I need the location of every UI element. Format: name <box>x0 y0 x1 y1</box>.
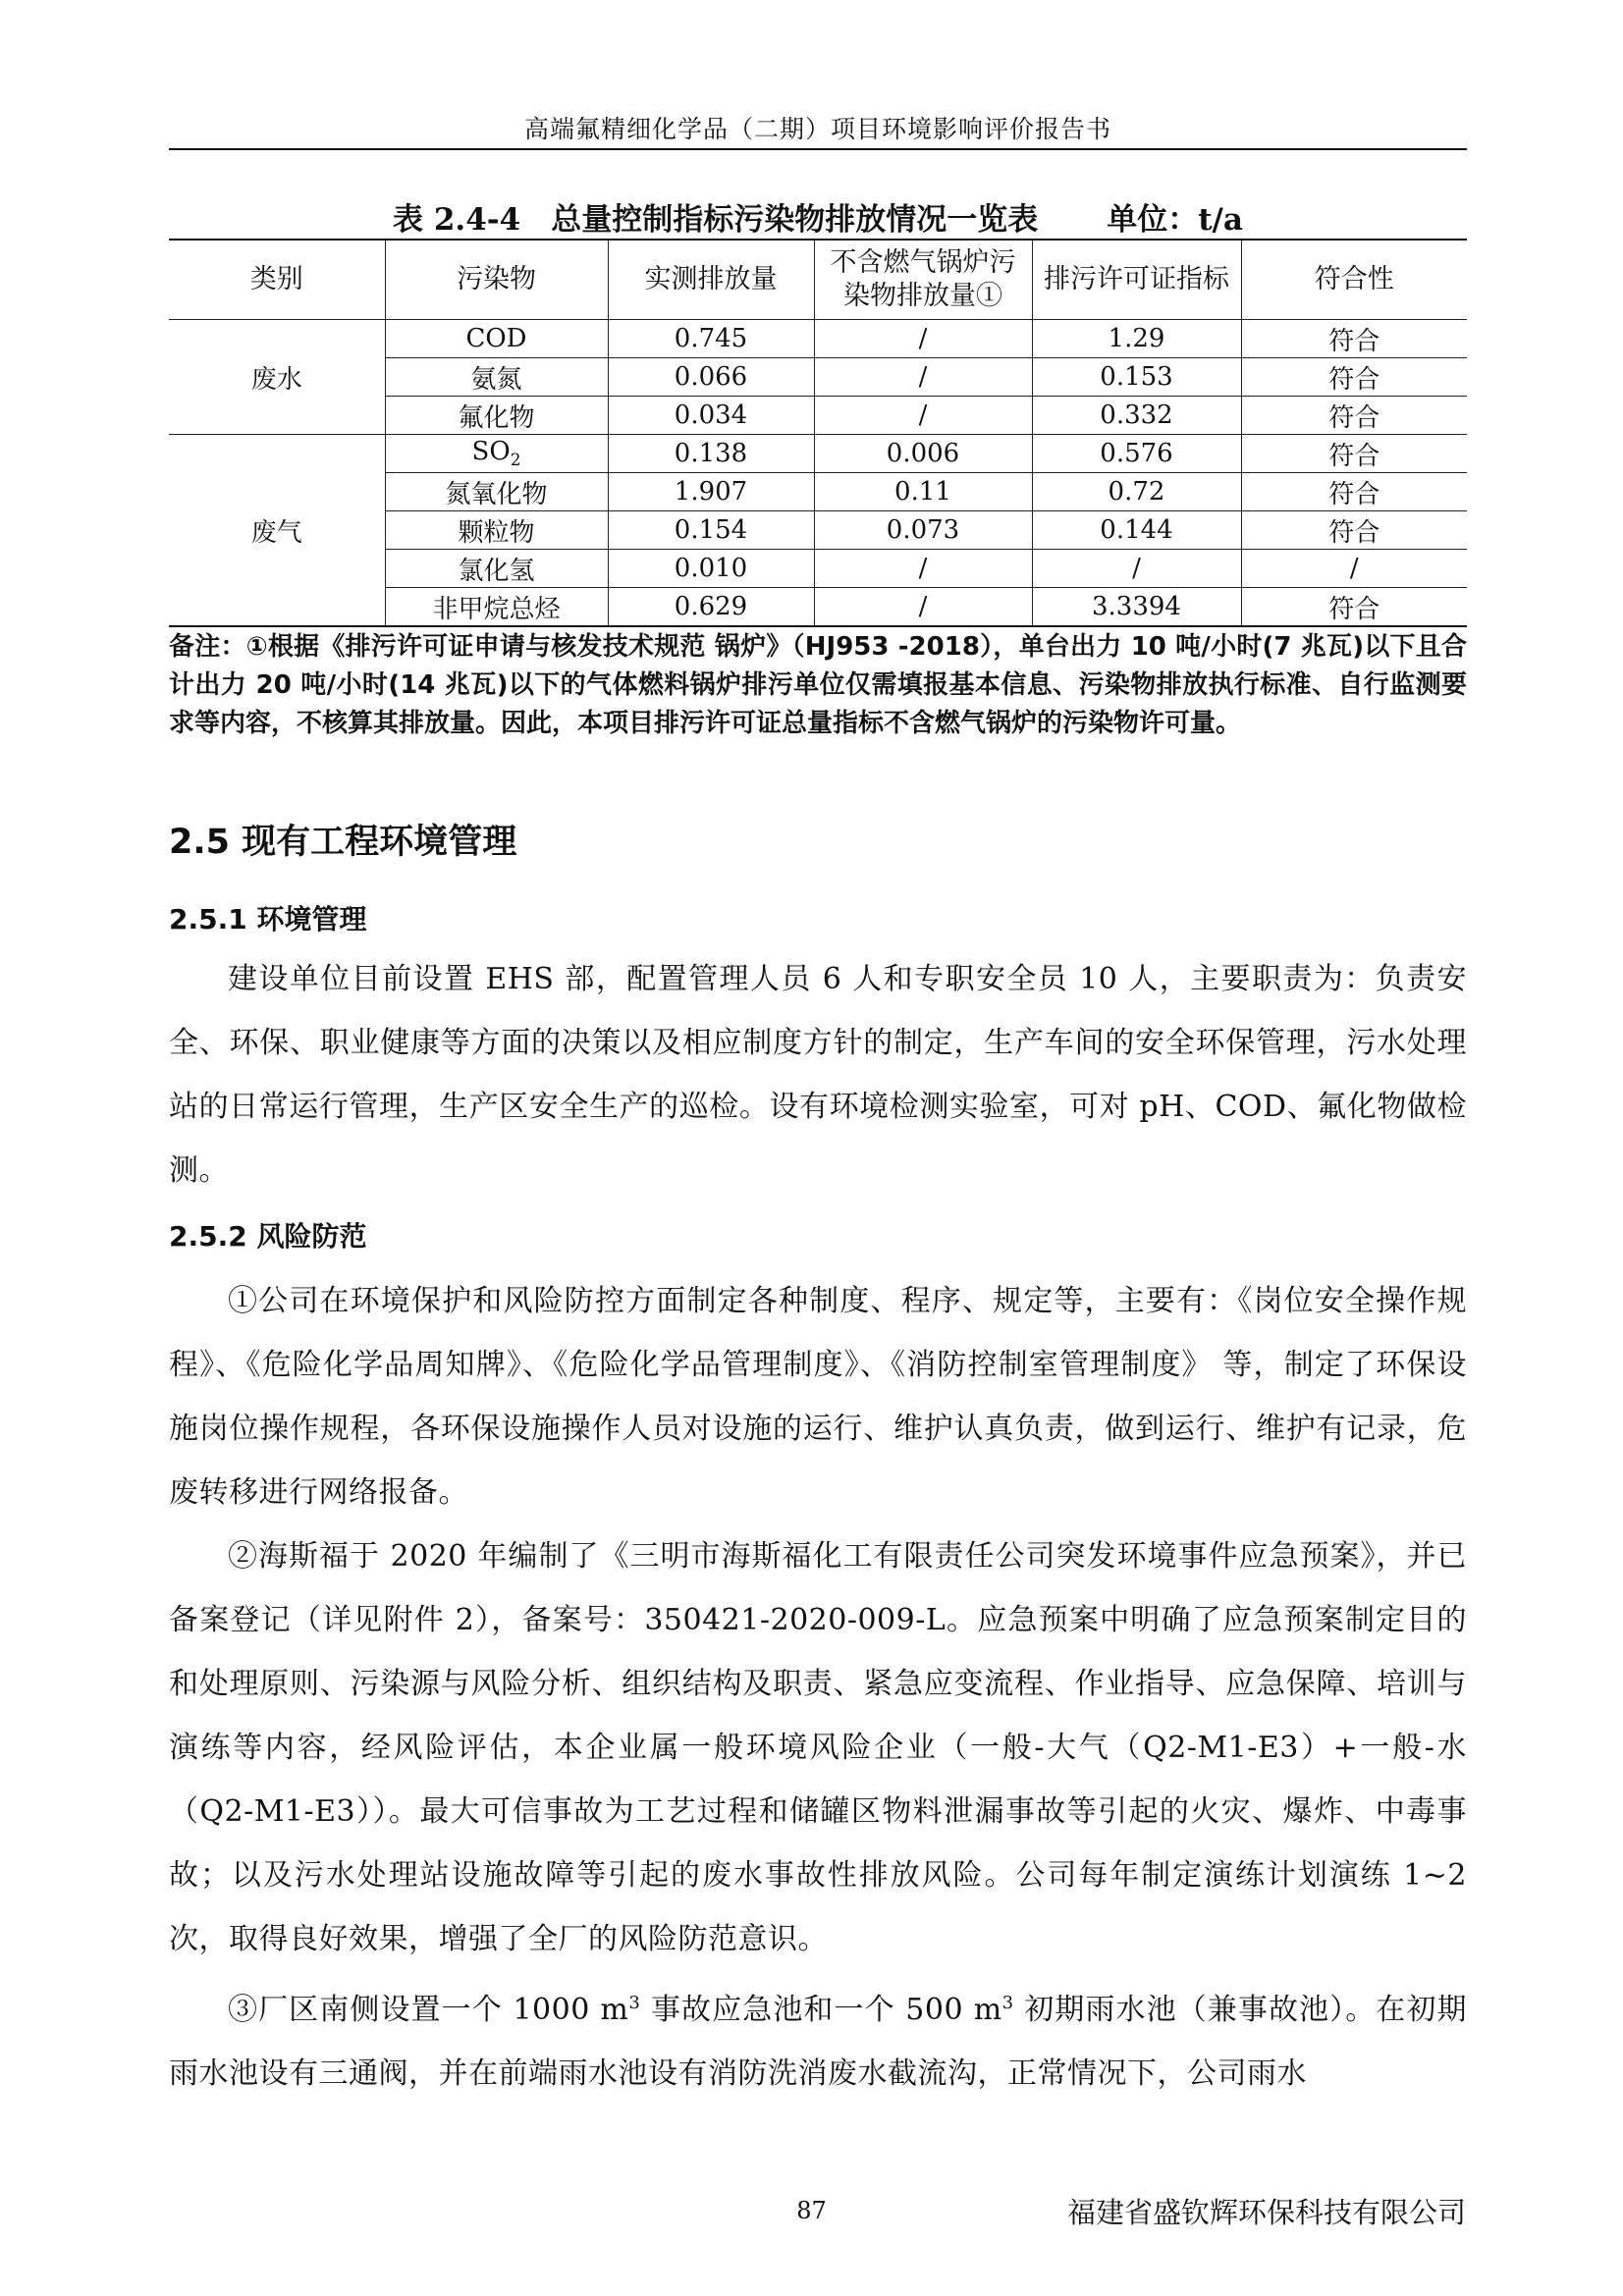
pollutant-formula: SO <box>471 437 511 467</box>
category-cell: 废气 <box>169 435 385 627</box>
compliance-cell: 符合 <box>1241 397 1467 435</box>
page-number: 87 <box>796 2197 827 2224</box>
compliance-cell: 符合 <box>1241 473 1467 511</box>
category-cell: 废水 <box>169 320 385 435</box>
permit-cell: 3.3394 <box>1032 588 1241 627</box>
emissions-table <box>169 239 1467 627</box>
table-header-cell: 排污许可证指标 <box>1032 240 1241 320</box>
measured-cell: 0.629 <box>608 588 814 627</box>
permit-cell: 0.576 <box>1032 435 1241 473</box>
pollutant-cell: 非甲烷总烃 <box>385 588 608 627</box>
table-row <box>169 435 1467 473</box>
subsection-heading-risk: 2.5.2 风险防范 <box>169 1220 367 1253</box>
permit-cell: 0.144 <box>1032 511 1241 550</box>
paragraph-risk-2: ②海斯福于 2020 年编制了《三明市海斯福化工有限责任公司突发环境事件应急预案》，并已备案登记（详见附件 2），备案号：350421-2020-009-L。应急预案中明确了应急预案制定目的和处理原则、污染源与风险分析、组织结构及职责、紧急应变流程、作业指导、应急保障、培训与演练等内容，经风险评估，本企业属一般环境风险企业（一般-大气（Q2-M1-E3）+一般-水（Q2-M1-E3））。最大可信事故为工艺过程和储罐区物料泄漏事故等引起的火灾、爆炸、中毒事故；以及污水处理站设施故障等引起的废水事故性排放风险。公司每年制定演练计划演练 1~2 次，取得良好效果，增强了全厂的风险防范意识。 <box>169 1539 1467 1956</box>
pollutant-cell: 氟化物 <box>385 397 608 435</box>
paragraph-risk-1: ①公司在环境保护和风险防控方面制定各种制度、程序、规定等，主要有：《岗位安全操作规程》、《危险化学品周知牌》、《危险化学品管理制度》、《消防控制室管理制度》 等，制定了环保设施岗位操作规程，各环保设施操作人员对设施的运行、维护认真负责，做到运行、维护有记录，危废转移进行网络报备。 <box>169 1284 1467 1510</box>
measured-cell: 0.138 <box>608 435 814 473</box>
measured-cell: 0.745 <box>608 320 814 358</box>
compliance-cell: 符合 <box>1241 435 1467 473</box>
pollutant-cell: 氮氧化物 <box>385 473 608 511</box>
compliance-cell: 符合 <box>1241 358 1467 397</box>
table-header-cell: 污染物 <box>385 240 608 320</box>
table-unit: 单位：t/a <box>1107 202 1243 238</box>
measured-cell: 0.010 <box>608 550 814 588</box>
page-header: 高端氟精细化学品（二期）项目环境影响评价报告书 <box>523 115 1111 143</box>
excl-boiler-cell: / <box>814 588 1032 627</box>
pollutant-cell <box>385 435 608 473</box>
pollutant-subscript: 2 <box>510 450 521 470</box>
table-note: 备注：①根据《排污许可证申请与核发技术规范 锅炉》（HJ953 -2018），单台出力 10 吨/小时(7 兆瓦)以下且合计出力 20 吨/小时(14 兆瓦)以下的气体燃料锅炉排污单位仅需填报基本信息、污染物排放执行标准、自行监测要求等内容，不核算其排放量。因此，本项目排污许可证总量指标不含燃气锅炉的污染物许可量。 <box>169 632 1467 738</box>
subsection-heading-management: 2.5.1 环境管理 <box>169 903 367 935</box>
pollutant-cell: 氨氮 <box>385 358 608 397</box>
table-header-cell: 实测排放量 <box>608 240 814 320</box>
table-caption <box>169 194 1467 239</box>
table-header-row <box>169 240 1467 320</box>
excl-boiler-cell: / <box>814 320 1032 358</box>
compliance-cell: 符合 <box>1241 320 1467 358</box>
header-rule <box>169 148 1467 150</box>
measured-cell: 0.154 <box>608 511 814 550</box>
excl-boiler-cell: / <box>814 397 1032 435</box>
table-header-cell: 类别 <box>169 240 385 320</box>
table-caption-title: 表 2.4-4 总量控制指标污染物排放情况一览表 <box>393 202 1039 238</box>
pollutant-cell: 氯化氢 <box>385 550 608 588</box>
excl-boiler-cell: / <box>814 358 1032 397</box>
paragraph-management: 建设单位目前设置 EHS 部，配置管理人员 6 人和专职安全员 10 人，主要职责为：负责安全、环保、职业健康等方面的决策以及相应制度方针的制定，生产车间的安全环保管理，污水处理站的日常运行管理，生产区安全生产的巡检。设有环境检测实验室，可对 pH、COD、氟化物做检测。 <box>169 962 1467 1188</box>
permit-cell: 0.153 <box>1032 358 1241 397</box>
permit-cell: / <box>1032 550 1241 588</box>
paragraph-text: ③厂区南侧设置一个 1000 m <box>228 1993 629 2027</box>
table-header-cell: 符合性 <box>1241 240 1467 320</box>
compliance-cell: 符合 <box>1241 588 1467 627</box>
permit-cell: 0.72 <box>1032 473 1241 511</box>
permit-cell: 1.29 <box>1032 320 1241 358</box>
paragraph-text: 事故应急池和一个 500 m <box>640 1993 1002 2027</box>
table-header-cell: 不含燃气锅炉污染物排放量① <box>814 240 1032 320</box>
paragraph-text: 初期雨水池（兼事故池）。在初期雨水池设有三通阀，并在前端雨水池设有消防洗消废水截流沟，正常情况下，公司雨水 <box>169 1993 1467 2091</box>
measured-cell: 1.907 <box>608 473 814 511</box>
section-heading: 2.5 现有工程环境管理 <box>169 823 517 862</box>
table-row <box>169 320 1467 358</box>
permit-cell: 0.332 <box>1032 397 1241 435</box>
paragraph-risk-3 <box>169 1971 1467 2106</box>
pollutant-cell: COD <box>385 320 608 358</box>
excl-boiler-cell: / <box>814 550 1032 588</box>
measured-cell: 0.034 <box>608 397 814 435</box>
footer-company: 福建省盛钦辉环保科技有限公司 <box>1066 2196 1466 2229</box>
excl-boiler-cell: 0.006 <box>814 435 1032 473</box>
superscript: 3 <box>628 1993 641 2013</box>
measured-cell: 0.066 <box>608 358 814 397</box>
superscript: 3 <box>1001 1993 1014 2013</box>
compliance-cell: / <box>1241 550 1467 588</box>
compliance-cell: 符合 <box>1241 511 1467 550</box>
excl-boiler-cell: 0.073 <box>814 511 1032 550</box>
excl-boiler-cell: 0.11 <box>814 473 1032 511</box>
pollutant-cell: 颗粒物 <box>385 511 608 550</box>
